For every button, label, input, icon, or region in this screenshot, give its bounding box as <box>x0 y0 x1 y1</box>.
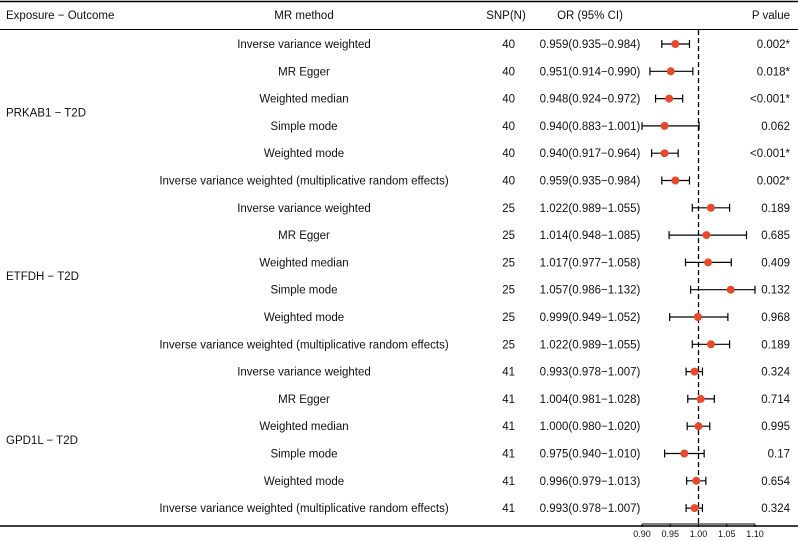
snp-cell: 25 <box>502 339 515 352</box>
or-ci-cell: 1.000(0.980−1.020) <box>539 421 641 434</box>
p-value-cell: 0.324 <box>761 366 790 379</box>
p-value-cell: 0.018* <box>756 66 790 79</box>
method-cell: MR Egger <box>278 66 330 79</box>
or-point <box>691 504 699 512</box>
method-cell: Inverse variance weighted (multiplicative random effects) <box>159 175 449 188</box>
p-value-cell: 0.189 <box>761 339 790 352</box>
exposure-label: GPD1L − T2D <box>6 434 78 447</box>
x-tick-label: 1.05 <box>717 529 736 539</box>
p-value-cell: 0.062 <box>761 120 790 133</box>
or-ci-cell: 1.017(0.977−1.058) <box>539 257 641 270</box>
or-point <box>704 258 712 266</box>
or-point <box>671 40 679 48</box>
table-row <box>259 421 790 433</box>
snp-cell: 25 <box>502 257 515 270</box>
p-value-cell: 0.685 <box>761 230 790 243</box>
method-cell: Weighted mode <box>263 148 345 161</box>
method-cell: MR Egger <box>278 393 330 406</box>
or-ci-cell: 0.993(0.978−1.007) <box>539 366 641 379</box>
or-ci-cell: 1.022(0.989−1.055) <box>539 339 641 352</box>
p-value-cell: <0.001* <box>750 93 790 106</box>
method-cell: Weighted mode <box>263 475 345 488</box>
method-cell: MR Egger <box>278 230 330 243</box>
or-point <box>694 313 702 321</box>
or-ci-cell: 1.004(0.981−1.028) <box>539 393 641 406</box>
or-point <box>695 422 703 430</box>
table-row <box>237 367 790 379</box>
method-cell: Weighted median <box>259 421 349 434</box>
x-tick-label: 1.10 <box>746 529 764 539</box>
snp-cell: 40 <box>502 175 515 188</box>
or-point <box>680 450 688 458</box>
snp-cell: 25 <box>502 230 515 243</box>
method-cell: Inverse variance weighted (multiplicative random effects) <box>159 339 449 352</box>
or-ci-cell: 0.975(0.940−1.010) <box>539 448 641 461</box>
p-value-cell: 0.189 <box>761 202 790 215</box>
or-ci-cell: 0.993(0.978−1.007) <box>539 503 641 516</box>
or-point <box>707 340 715 348</box>
method-cell: Inverse variance weighted <box>237 39 371 51</box>
snp-cell: 41 <box>502 475 515 488</box>
table-row <box>264 476 791 488</box>
or-ci-cell: 0.948(0.924−0.972) <box>539 93 641 106</box>
table-row <box>159 176 790 188</box>
or-point <box>692 477 700 485</box>
p-value-cell: 0.17 <box>767 448 790 461</box>
or-point <box>702 231 710 239</box>
or-ci-cell: 0.940(0.917−0.964) <box>539 148 641 161</box>
p-value-cell: 0.002* <box>756 175 790 188</box>
method-cell: Weighted median <box>259 257 349 270</box>
exposure-label: ETFDH − T2D <box>6 271 79 284</box>
table-row <box>278 230 790 242</box>
header-method: MR method <box>274 10 334 22</box>
or-ci-cell: 1.014(0.948−1.085) <box>539 230 641 243</box>
header-row <box>6 10 790 22</box>
or-ci-cell: 0.999(0.949−1.052) <box>539 312 641 324</box>
snp-cell: 41 <box>502 366 515 379</box>
method-cell: Inverse variance weighted (multiplicative random effects) <box>159 503 449 516</box>
header-snp: SNP(N) <box>486 10 526 22</box>
or-ci-cell: 0.951(0.914−0.990) <box>539 66 641 79</box>
table-row <box>237 39 790 51</box>
snp-cell: 41 <box>502 421 515 434</box>
x-tick-label: 1.00 <box>689 529 708 539</box>
p-value-cell: 0.002* <box>756 39 790 51</box>
snp-cell: 25 <box>502 284 515 297</box>
p-value-cell: 0.324 <box>761 503 790 516</box>
or-point <box>661 149 669 157</box>
snp-cell: 40 <box>502 148 515 161</box>
table-row <box>270 449 790 461</box>
or-point <box>667 67 675 75</box>
or-point <box>707 204 715 212</box>
table-row <box>159 339 790 351</box>
p-value-cell: 0.409 <box>761 257 790 270</box>
or-point <box>691 368 699 376</box>
table-row <box>270 121 790 133</box>
exposure-label: PRKAB1 − T2D <box>6 107 87 120</box>
table-row <box>264 148 791 160</box>
x-tick-label: 0.95 <box>661 529 680 539</box>
header-p: P value <box>751 10 790 22</box>
or-ci-cell: 0.996(0.979−1.013) <box>539 475 641 488</box>
or-ci-cell: 1.022(0.989−1.055) <box>539 202 641 215</box>
table-rows <box>6 39 791 515</box>
table-row <box>264 312 790 324</box>
or-point <box>727 286 735 294</box>
header-exposure: Exposure − Outcome <box>6 10 115 22</box>
method-cell: Inverse variance weighted <box>237 202 371 215</box>
method-cell: Weighted median <box>259 93 349 106</box>
table-row <box>259 94 790 106</box>
table-row <box>270 285 790 297</box>
or-point <box>697 395 705 403</box>
snp-cell: 41 <box>502 393 515 406</box>
or-point <box>671 177 679 185</box>
snp-cell: 40 <box>502 39 515 51</box>
table-row <box>278 66 790 78</box>
method-cell: Simple mode <box>270 284 338 297</box>
method-cell: Simple mode <box>270 120 338 133</box>
or-ci-cell: 0.940(0.883−1.001) <box>539 120 641 133</box>
snp-cell: 25 <box>502 312 515 324</box>
snp-cell: 25 <box>502 202 515 215</box>
or-ci-cell: 1.057(0.986−1.132) <box>539 284 641 297</box>
p-value-cell: 0.995 <box>761 421 790 434</box>
header-or: OR (95% CI) <box>557 10 623 22</box>
method-cell: Simple mode <box>270 448 338 461</box>
p-value-cell: 0.714 <box>761 393 790 406</box>
or-point <box>661 122 669 130</box>
p-value-cell: 0.132 <box>761 284 790 297</box>
snp-cell: 41 <box>502 448 515 461</box>
or-ci-cell: 0.959(0.935−0.984) <box>539 175 641 188</box>
or-point <box>665 95 673 103</box>
snp-cell: 40 <box>502 93 515 106</box>
p-value-cell: 0.968 <box>761 312 790 324</box>
method-cell: Weighted mode <box>263 312 345 324</box>
p-value-cell: <0.001* <box>750 148 790 161</box>
p-value-cell: 0.654 <box>761 475 790 488</box>
forest-plot-area <box>642 30 755 524</box>
or-ci-cell: 0.959(0.935−0.984) <box>539 39 641 51</box>
snp-cell: 41 <box>502 503 515 516</box>
method-cell: Inverse variance weighted <box>237 366 371 379</box>
snp-cell: 40 <box>502 66 515 79</box>
x-tick-label: 0.90 <box>633 529 651 539</box>
snp-cell: 40 <box>502 120 515 133</box>
